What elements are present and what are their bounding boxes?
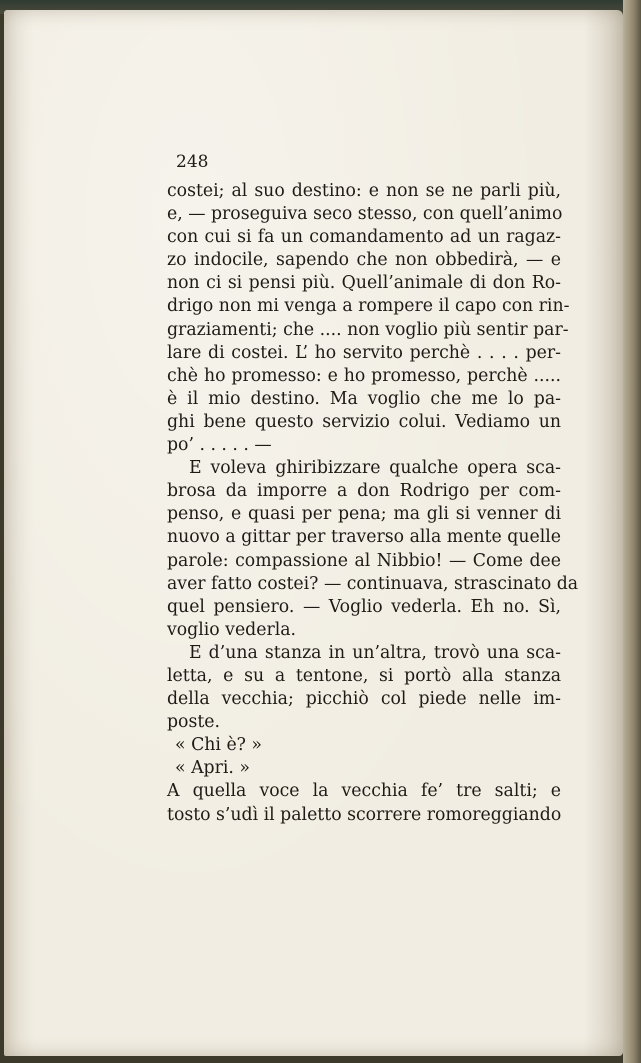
text-line: lare di costei. L’ ho servito perchè . . . . per-	[167, 342, 561, 363]
text-line: nuovo a gittar per traverso alla mente quelle	[167, 527, 561, 548]
text-line: della vecchia; picchiò col piede nelle im-	[167, 689, 561, 710]
text-line: A quella voce la vecchia fe’ tre salti; e	[167, 781, 561, 802]
text-line: graziamenti; che .... non voglio più sentir par-	[167, 319, 569, 340]
text-line: con cui si fa un comandamento ad un ragaz-	[167, 227, 561, 248]
text-line: poste.	[167, 712, 220, 733]
text-line: letta, e su a tentone, si portò alla stanza	[167, 665, 561, 686]
text-line: zo indocile, sapendo che non obbedirà, — e	[167, 250, 561, 271]
text-line: quel pensiero. — Voglio vederla. Eh no. Sì,	[167, 596, 561, 617]
text-lines	[167, 180, 579, 827]
text-line: drigo non mi venga a rompere il capo con rin-	[167, 296, 570, 317]
text-line: « Chi è? »	[175, 735, 262, 756]
text-line: E voleva ghiribizzare qualche opera sca-	[189, 458, 561, 479]
text-line: chè ho promesso: e ho promesso, perchè .....	[167, 365, 561, 386]
text-line: costei; al suo destino: e non se ne parli più,	[167, 181, 561, 201]
text-line: voglio vederla.	[167, 619, 297, 640]
page-number: 248	[176, 152, 209, 172]
text-line: « Apri. »	[175, 758, 250, 779]
text-line: parole: compassione al Nibbio! — Come dee	[167, 550, 561, 571]
text-line: ghi bene questo servizio colui. Vediamo un	[167, 411, 561, 432]
text-line: e, — proseguiva seco stesso, con quell’animo	[167, 204, 563, 225]
text-line: penso, e quasi per pena; ma gli si venner di	[167, 504, 561, 525]
text-line: tosto s’udì il paletto scorrere romoreggiando	[167, 804, 562, 825]
text-line: brosa da imporre a don Rodrigo per com-	[167, 481, 561, 502]
text-line: aver fatto costei? — continuava, strascinato da	[167, 573, 579, 594]
text-line: po’ . . . . . —	[167, 435, 272, 456]
text-line: E d’una stanza in un’altra, trovò una sca-	[189, 642, 561, 663]
book-page	[4, 10, 623, 1056]
text-line: è il mio destino. Ma voglio che me lo pa-	[167, 388, 561, 409]
book-right-edge	[623, 0, 641, 1063]
text-line: non ci si pensi più. Quell’animale di don Ro-	[167, 273, 561, 294]
